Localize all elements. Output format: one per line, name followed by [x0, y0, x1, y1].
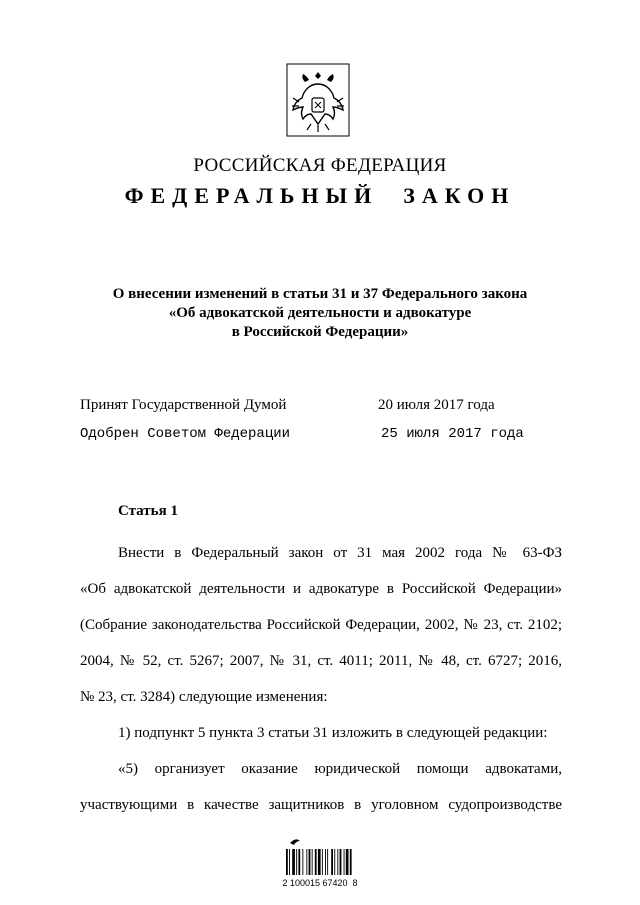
barcode-number: 2 100015 67420 8 — [282, 878, 358, 888]
law-title — [60, 285, 580, 342]
article-line-2: «Об адвокатской деятельности и адвокатуре в Российской Федерации» — [80, 581, 562, 597]
law-title-line-1: О внесении изменений в статьи 31 и 37 Федерального закона — [112, 286, 528, 302]
law-title-line-3: в Российской Федерации» — [231, 324, 409, 340]
barcode-bar — [337, 849, 338, 875]
barcode-bar — [315, 849, 317, 875]
article-line-1: Внести в Федеральный закон от 31 мая 2002 года № 63-ФЗ — [118, 545, 562, 561]
barcode-bar — [292, 849, 295, 875]
barcode-bar — [334, 849, 335, 875]
barcode-bar — [296, 849, 297, 875]
article-line-3: (Собрание законодательства Российской Федерации, 2002, № 23, ст. 2102; — [80, 617, 562, 633]
barcode-bar — [298, 849, 300, 875]
duma-adoption-label: Принят Государственной Думой — [80, 397, 287, 413]
barcode-bar — [344, 849, 345, 875]
barcode-bar — [289, 849, 290, 875]
country-heading: РОССИЙСКАЯ ФЕДЕРАЦИЯ — [193, 155, 447, 176]
council-approval-label: Одобрен Советом Федерации — [80, 426, 291, 442]
barcode-bar — [346, 849, 349, 875]
law-title-line-2: «Об адвокатской деятельности и адвокатуре — [168, 305, 472, 321]
article-line-7: «5) организует оказание юридической помощи адвокатами, — [118, 761, 562, 777]
article-heading: Статья 1 — [118, 503, 178, 519]
barcode-bar — [322, 849, 323, 875]
barcode-bar — [309, 849, 311, 875]
article-line-4: 2004, № 52, ст. 5267; 2007, № 31, ст. 4011; 2011, № 48, ст. 6727; 2016, — [80, 653, 562, 669]
barcode-bar — [312, 849, 313, 875]
document-type-heading: ФЕДЕРАЛЬНЫЙ ЗАКОН — [124, 183, 516, 208]
barcode-bar — [331, 849, 333, 875]
barcode-bar — [340, 849, 342, 875]
barcode-bar — [318, 849, 321, 875]
barcode-bar — [327, 849, 328, 875]
barcode-bar — [302, 849, 303, 875]
barcode-bar — [306, 849, 307, 875]
council-approval-date: 25 июля 2017 года — [381, 426, 524, 442]
article-line-5: № 23, ст. 3284) следующие изменения: — [80, 689, 328, 705]
article-line-6: 1) подпункт 5 пункта 3 статьи 31 изложить в следующей редакции: — [118, 725, 548, 741]
coat-of-arms-emblem — [285, 62, 351, 138]
barcode-bar — [325, 849, 326, 875]
duma-adoption-date: 20 июля 2017 года — [378, 397, 495, 413]
barcode-bar — [350, 849, 352, 875]
barcode-bar — [286, 849, 288, 875]
article-body — [80, 535, 562, 823]
barcode — [282, 837, 358, 877]
article-line-8: участвующими в качестве защитников в уголовном судопроизводстве — [80, 797, 562, 813]
